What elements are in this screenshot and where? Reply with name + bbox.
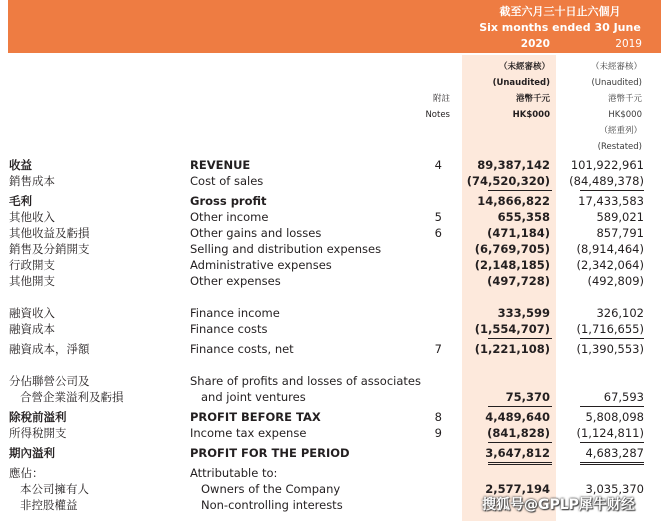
notes-header-en: Notes <box>425 110 450 120</box>
currency-zh-current: 港幣千元 <box>515 94 550 104</box>
table-row: 非控股權益 Non-controlling interests <box>20 498 343 512</box>
restated-zh: （經重列） <box>599 126 642 136</box>
table-row: 銷售及分銷開支 Selling and distribution expenses (6,769,705) (8,914,464) <box>9 242 644 256</box>
year-current: 2020 <box>520 38 550 50</box>
subtotal-rule <box>580 190 644 191</box>
period-title-zh: 截至六月三十日止六個月 <box>499 5 621 18</box>
subtotal-rule <box>580 406 644 407</box>
table-row: 毛利 Gross profit 14,866,822 17,433,583 <box>9 194 644 208</box>
currency-en-prior: HK$000 <box>608 110 642 120</box>
table-row: 除稅前溢利 PROFIT BEFORE TAX 8 4,489,640 5,808,098 <box>9 410 644 424</box>
table-row: 融資收入 Finance income 333,599 326,102 <box>9 306 644 320</box>
currency-en-current: HK$000 <box>512 110 550 120</box>
table-row: 本公司擁有人 Owners of the Company 2,577,194 3,035,370 <box>20 482 644 496</box>
currency-zh-prior: 港幣千元 <box>607 94 642 104</box>
table-row: 其他收益及虧損 Other gains and losses 6 (471,184) 857,791 <box>9 226 644 240</box>
table-row: 其他收入 Other income 5 655,358 589,021 <box>9 210 644 224</box>
table-row: 行政開支 Administrative expenses (2,148,185) (2,342,064) <box>9 258 644 272</box>
subtotal-rule <box>488 442 552 443</box>
status-en-current: (Unaudited) <box>492 78 550 88</box>
table-row: 分佔聯營公司及 Share of profits and losses of associates <box>9 374 421 388</box>
status-zh-prior: （未經審核） <box>590 62 642 72</box>
table-row: 其他開支 Other expenses (497,728) (492,809) <box>9 274 644 288</box>
subtotal-rule <box>488 338 552 339</box>
table-row: 收益 REVENUE 4 89,387,142 101,922,961 <box>9 158 644 172</box>
year-prior: 2019 <box>615 38 642 50</box>
restated-en: (Restated) <box>597 142 642 152</box>
total-rule <box>488 462 552 463</box>
status-en-prior: (Unaudited) <box>591 78 642 88</box>
table-row: 所得稅開支 Income tax expense 9 (841,828) (1,124,811) <box>9 426 644 440</box>
table-row: 融資成本，淨額 Finance costs, net 7 (1,221,108) (1,390,553) <box>9 342 644 356</box>
watermark: 搜狐号@GPLP犀牛财经 <box>482 497 635 513</box>
subtotal-rule <box>488 190 552 191</box>
total-rule <box>580 462 644 463</box>
table-row: 合營企業溢利及虧損 and joint ventures 75,370 67,593 <box>20 390 644 404</box>
table-row: 期內溢利 PROFIT FOR THE PERIOD 3,647,812 4,683,287 <box>9 446 644 460</box>
table-row: 融資成本 Finance costs (1,554,707) (1,716,655) <box>9 322 644 336</box>
period-title-en: Six months ended 30 June <box>479 21 641 34</box>
subtotal-rule <box>580 338 644 339</box>
notes-header-zh: 附註 <box>432 94 450 104</box>
table-row: 銷售成本 Cost of sales (74,520,320) (84,489,378) <box>9 174 644 188</box>
subtotal-rule <box>488 406 552 407</box>
table-row: 應佔： Attributable to: <box>9 466 278 480</box>
subtotal-rule <box>580 442 644 443</box>
status-zh-current: （未經審核） <box>498 62 550 72</box>
